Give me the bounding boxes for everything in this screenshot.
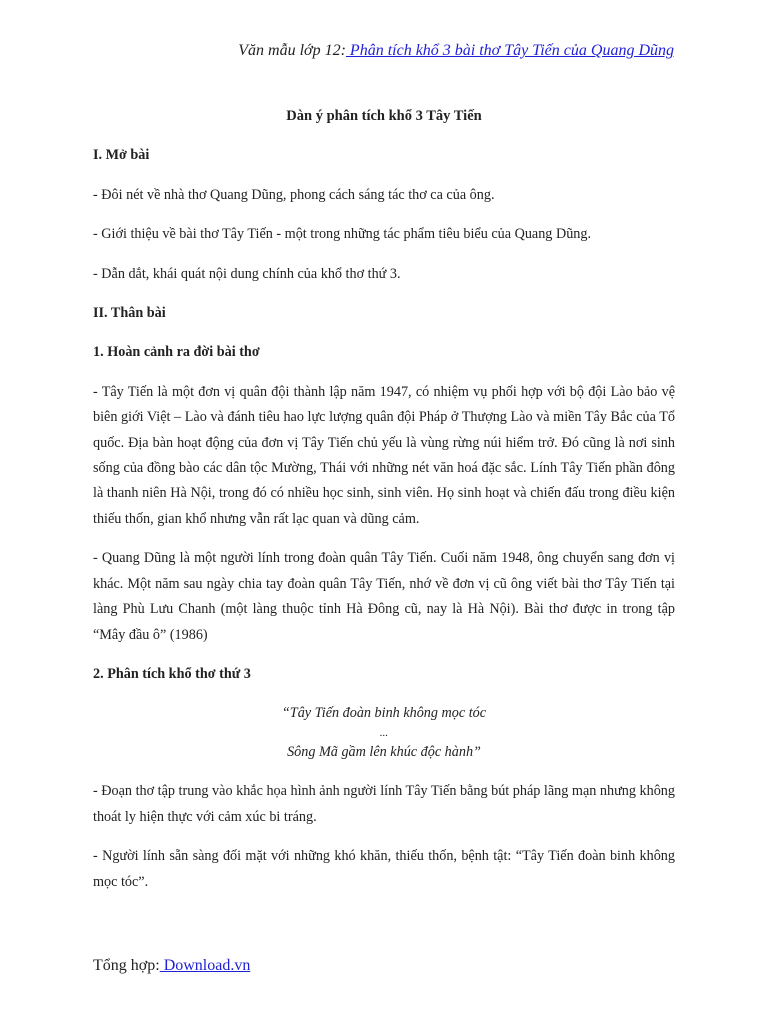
paragraph: - Người lính sẵn sàng đối mặt với những khó khăn, thiếu thốn, bệnh tật: “Tây Tiến đoàn binh không mọc tóc”. — [93, 848, 675, 890]
page-header — [238, 42, 674, 60]
paragraph: - Đôi nét về nhà thơ Quang Dũng, phong cách sáng tác thơ ca của ông. — [93, 186, 495, 203]
paragraph: - Đoạn thơ tập trung vào khắc họa hình ảnh người lính Tây Tiến bằng bút pháp lãng mạn nhưng không thoát ly hiện thực với cảm xúc bi tráng. — [93, 783, 675, 825]
footer-prefix: Tổng hợp: — [93, 957, 160, 974]
quote-line: Sông Mã gầm lên khúc độc hành” — [287, 744, 481, 761]
footer-source-link[interactable]: Download.vn — [159, 957, 251, 974]
subheading-analysis: 2. Phân tích khổ thơ thứ 3 — [93, 665, 251, 682]
document-title: Dàn ý phân tích khổ 3 Tây Tiến — [286, 108, 482, 124]
section-heading-intro: I. Mở bài — [93, 147, 150, 164]
document-body — [93, 104, 675, 909]
paragraph: - Tây Tiến là một đơn vị quân đội thành lập năm 1947, có nhiệm vụ phối hợp với bộ đội Lào bảo vệ biên giới Việt – Lào và đánh tiêu hao lực lượng quân đội Pháp ở Thượng Lào và miền Tây Bắc của Tổ quốc. Địa bàn hoạt động của đơn vị Tây Tiến chủ yếu là vùng rừng núi hiểm trở. Đó cũng là nơi sinh sống của đồng bào các dân tộc Mường, Thái với những nét văn hoá đặc sắc. Lính Tây Tiến phần đông là thanh niên Hà Nội, trong đó có nhiều học sinh, sinh viên. Họ sinh hoạt và chiến đấu trong điều kiện thiếu thốn, gian khổ nhưng vẫn rất lạc quan và dũng cảm. — [93, 383, 675, 527]
header-prefix: Văn mẫu lớp 12: — [238, 42, 346, 59]
quote-line: “Tây Tiến đoàn binh không mọc tóc — [281, 705, 487, 722]
paragraph: - Quang Dũng là một người lính trong đoàn quân Tây Tiến. Cuối năm 1948, ông chuyển sang đơn vị khác. Một năm sau ngày chia tay đoàn quân Tây Tiến, nhớ về đơn vị cũ ông viết bài thơ Tây Tiến tại làng Phù Lưu Chanh (một làng thuộc tỉnh Hà Đông cũ, nay là Hà Nội). Bài thơ được in trong tập “Mây đầu ô” (1986) — [93, 550, 675, 643]
page-footer — [93, 957, 250, 975]
header-article-link[interactable]: Phân tích khổ 3 bài thơ Tây Tiến của Quang Dũng — [345, 42, 674, 59]
paragraph: - Giới thiệu về bài thơ Tây Tiến - một trong những tác phẩm tiêu biểu của Quang Dũng. — [93, 226, 592, 243]
paragraph: - Dẫn dắt, khái quát nội dung chính của khổ thơ thứ 3. — [93, 265, 401, 282]
poem-quote — [93, 701, 675, 765]
quote-ellipsis: ... — [379, 727, 389, 740]
section-heading-body: II. Thân bài — [93, 305, 166, 322]
subheading-context: 1. Hoàn cảnh ra đời bài thơ — [93, 344, 260, 361]
